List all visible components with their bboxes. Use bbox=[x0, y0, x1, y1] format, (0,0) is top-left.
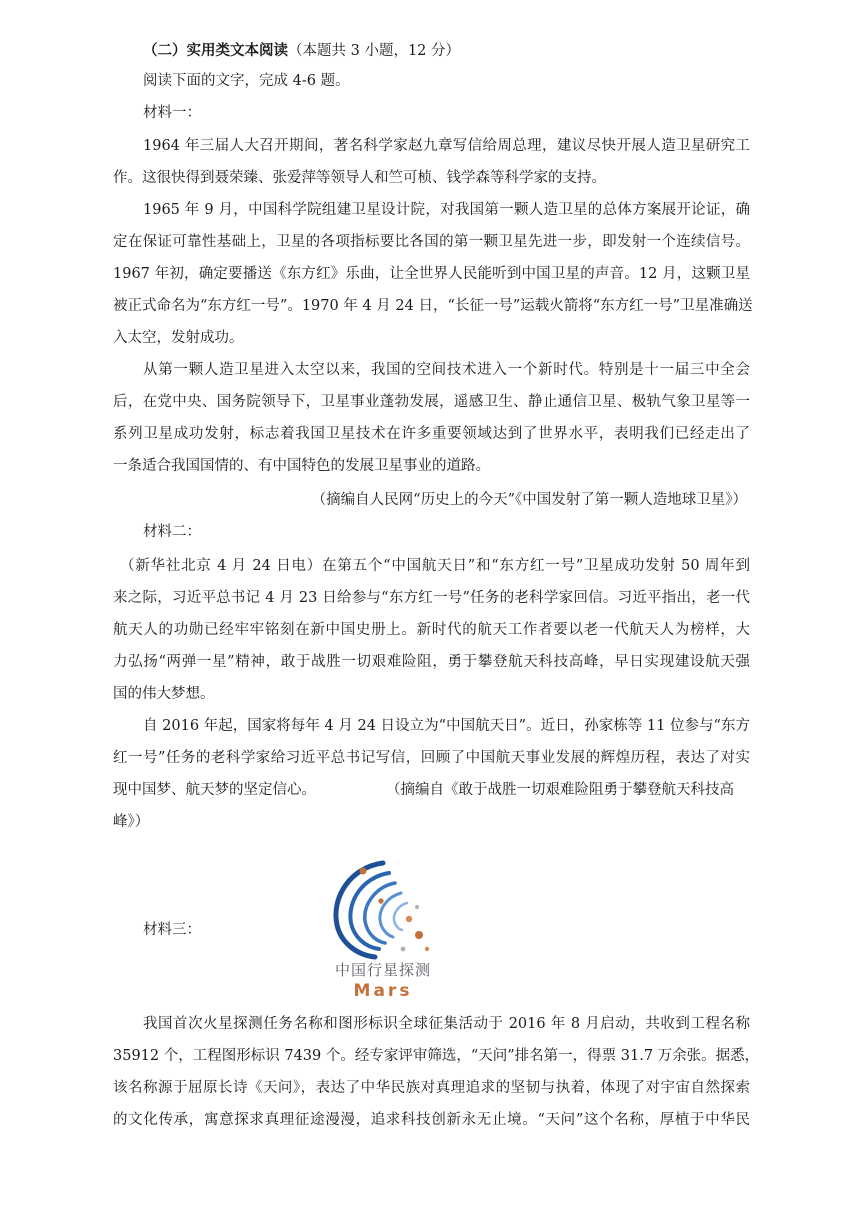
paragraph-line: 来之际，习近平总书记 4 月 23 日给参与“东方红一号”任务的老科学家回信。习近平指出，老一代 bbox=[113, 590, 750, 606]
mars-exploration-logo-icon bbox=[323, 857, 443, 961]
logo-english-text: Mars bbox=[353, 981, 413, 1001]
section-heading bbox=[143, 41, 460, 61]
paragraph-line: 力弘扬“两弹一星”精神，敢于战胜一切艰难险阻，勇于攀登航天科技高峰，早日实现建设航天强 bbox=[113, 654, 750, 670]
paragraph-line: 从第一颗人造卫星进入太空以来，我国的空间技术进入一个新时代。特别是十一届三中全会 bbox=[143, 362, 750, 378]
mars-exploration-logo bbox=[323, 857, 443, 1007]
paragraph-line: 自 2016 年起，国家将每年 4 月 24 日设立为“中国航天日”。近日，孙家栋等 11 位参与“东方 bbox=[143, 718, 750, 734]
paragraph-line: 航天人的功勋已经牢牢铭刻在新中国史册上。新时代的航天工作者要以老一代航天人为榜样，大 bbox=[113, 622, 750, 638]
material2-source-end: 峰》） bbox=[113, 814, 150, 830]
instruction: 阅读下面的文字，完成 4-6 题。 bbox=[143, 73, 350, 89]
logo-chinese-text: 中国行星探测 bbox=[334, 961, 431, 979]
material2-label: 材料二： bbox=[143, 524, 201, 540]
paragraph-line: 35912 个，工程图形标识 7439 个。经专家评审筛选，“天问”排名第一，得票 31.7 万余张。据悉， bbox=[113, 1048, 760, 1064]
paragraph-line: 定在保证可靠性基础上，卫星的各项指标要比各国的第一颗卫星先进一步，即发射一个连续信号。 bbox=[113, 234, 750, 250]
paragraph-line: 1965 年 9 月，中国科学院组建卫星设计院，对我国第一颗人造卫星的总体方案展开论证，确 bbox=[143, 202, 750, 218]
paragraph-line: 被正式命名为“东方红一号”。1970 年 4 月 24 日，“长征一号”运载火箭将“东方红一号”卫星准确送 bbox=[113, 298, 753, 314]
material1-label: 材料一： bbox=[143, 105, 201, 121]
paragraph-line: 后，在党中央、国务院领导下，卫星事业蓬勃发展，遥感卫生、静止通信卫星、极轨气象卫星等一 bbox=[113, 394, 750, 410]
section-heading-note: （本题共 3 小题，12 分） bbox=[288, 43, 461, 59]
paragraph-line: 入太空，发射成功。 bbox=[113, 330, 244, 346]
paragraph-line: 现中国梦、航天梦的坚定信心。 bbox=[113, 782, 316, 798]
paragraph-line: 红一号”任务的老科学家给习近平总书记写信，回顾了中国航天事业发展的辉煌历程，表达了对实 bbox=[113, 750, 750, 766]
paragraph-line: 1967 年初，确定要播送《东方红》乐曲，让全世界人民能听到中国卫星的声音。12 月，这颗卫星 bbox=[113, 266, 750, 282]
paragraph-line: 的文化传承，寓意探求真理征途漫漫，追求科技创新永无止境。“天问”这个名称，厚植于中华民 bbox=[113, 1112, 750, 1128]
paragraph-line: 该名称源于屈原长诗《天问》，表达了中华民族对真理追求的坚韧与执着，体现了对宇宙自然探索 bbox=[113, 1080, 750, 1096]
material2-source: （摘编自《敢于战胜一切艰难险阻勇于攀登航天科技高 bbox=[386, 782, 734, 798]
section-heading-title: （二）实用类文本阅读 bbox=[143, 42, 288, 59]
paragraph-line: 1964 年三届人大召开期间，著名科学家赵九章写信给周总理，建议尽快开展人造卫星研究工 bbox=[143, 138, 750, 154]
paragraph-line: 一条适合我国国情的、有中国特色的发展卫星事业的道路。 bbox=[113, 458, 490, 474]
material3-label: 材料三： bbox=[143, 922, 201, 938]
material1-source: （摘编自人民网“历史上的今天”《中国发射了第一颗人造地球卫星》） bbox=[311, 492, 747, 508]
paragraph-line: 我国首次火星探测任务名称和图形标识全球征集活动于 2016 年 8 月启动，共收到工程名称 bbox=[143, 1016, 750, 1032]
paragraph-line: （新华社北京 4 月 24 日电）在第五个“中国航天日”和“东方红一号”卫星成功发射 50 周年到 bbox=[120, 558, 750, 574]
paragraph-line: 系列卫星成功发射，标志着我国卫星技术在许多重要领域达到了世界水平，表明我们已经走出了 bbox=[113, 426, 750, 442]
paragraph-line: 作。这很快得到聂荣臻、张爱萍等领导人和竺可桢、钱学森等科学家的支持。 bbox=[113, 170, 606, 186]
paragraph-line: 国的伟大梦想。 bbox=[113, 686, 215, 702]
